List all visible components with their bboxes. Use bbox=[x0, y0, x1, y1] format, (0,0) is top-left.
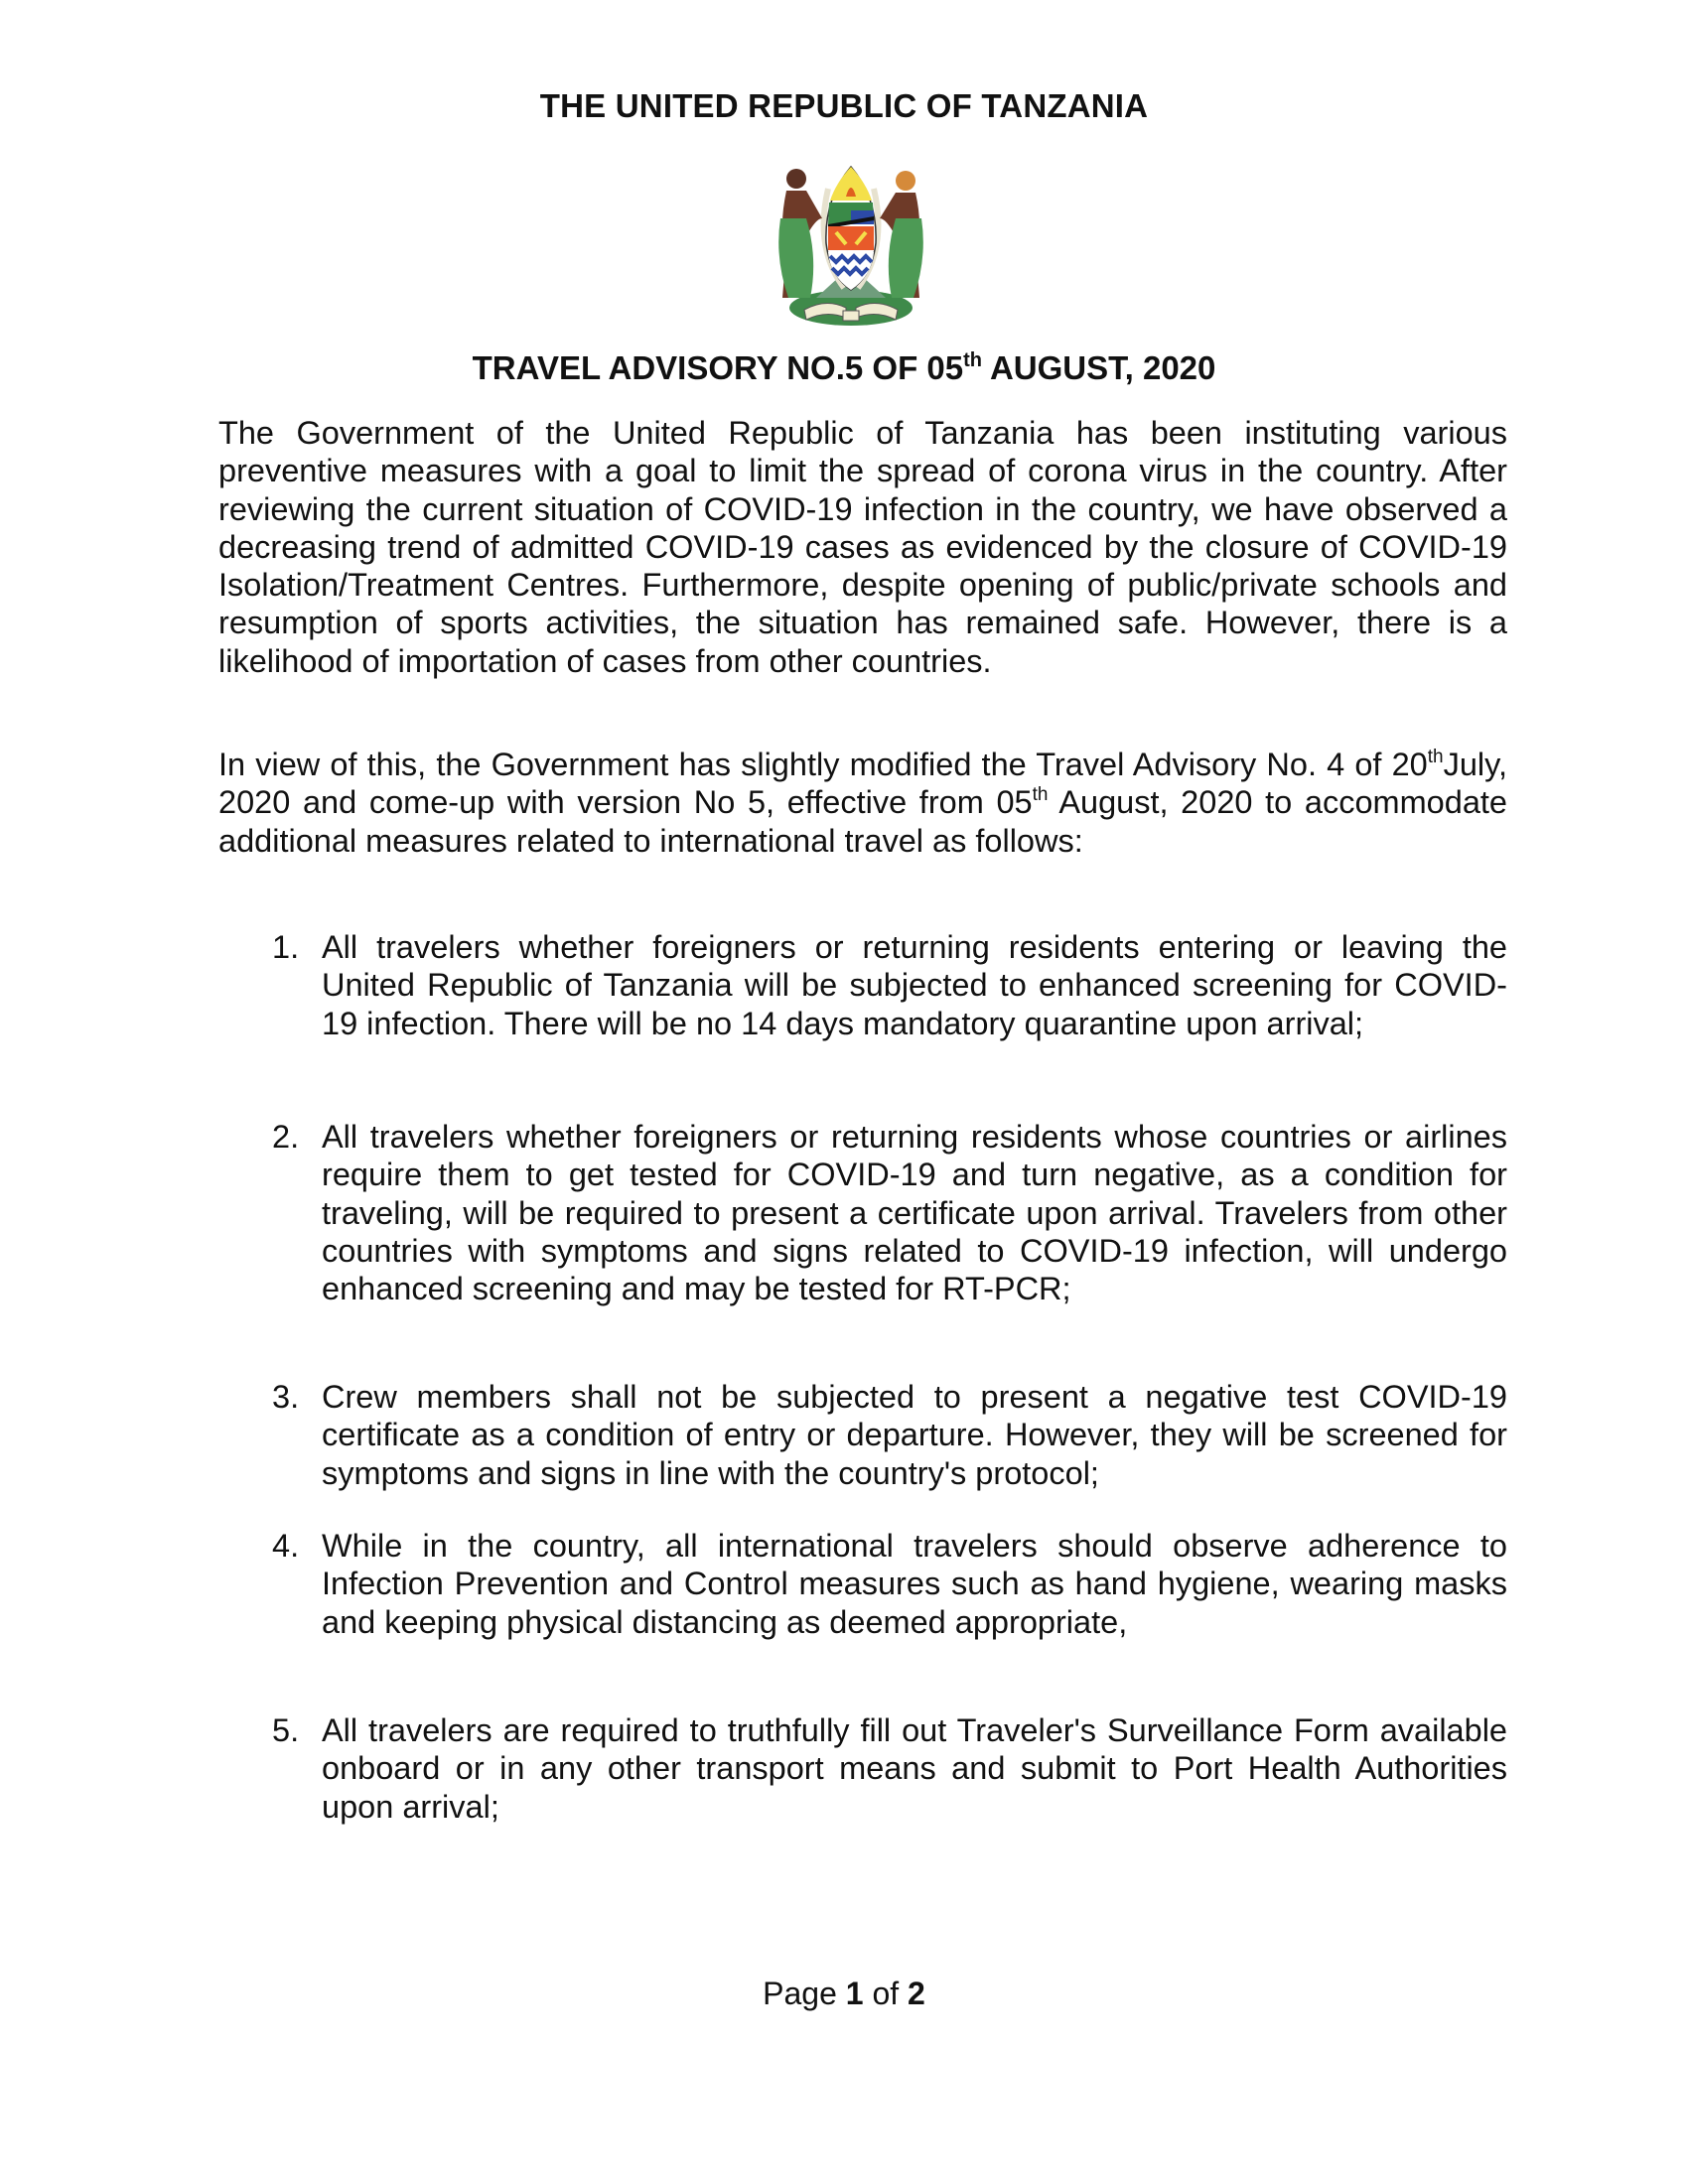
coat-of-arms-icon bbox=[767, 149, 935, 330]
total-pages: 2 bbox=[908, 1976, 925, 2011]
modification-paragraph bbox=[218, 746, 1507, 860]
superscript-th: th bbox=[1032, 784, 1049, 806]
list-item-text: All travelers are required to truthfully fill out Traveler's Surveillance Form available onboard or in any other transport means and submit to Port Health Authorities upon arrival; bbox=[322, 1712, 1507, 1825]
list-item-text: All travelers whether foreigners or returning residents entering or leaving the United Republic of Tanzania will be subjected to enhanced screening for COVID-19 infection. There will be no 14 days mandatory quarantine upon arrival; bbox=[322, 929, 1507, 1041]
list-item-text: All travelers whether foreigners or returning residents whose countries or airlines require them to get tested for COVID-19 and turn negative, as a condition for traveling, will be required to present a certificate upon arrival. Travelers from other countries with symptoms and signs related to COVID-19 infection, will undergo enhanced screening and may be tested for RT-PCR; bbox=[322, 1119, 1507, 1307]
list-item-text: While in the country, all international travelers should observe adherence to Infection Prevention and Control measures such as hand hygiene, wearing masks and keeping physical distancing as deemed appropriate, bbox=[322, 1528, 1507, 1640]
list-item bbox=[272, 1118, 1507, 1307]
advisory-title bbox=[0, 349, 1688, 387]
modification-text-2: July, 2020 and come-up with version No 5, effective from 05 bbox=[218, 747, 1507, 821]
list-item-number: 3. bbox=[272, 1379, 300, 1415]
page-label: Page bbox=[763, 1976, 846, 2011]
advisory-title-text: TRAVEL ADVISORY NO.5 OF 05 bbox=[472, 349, 964, 386]
list-item-number: 2. bbox=[272, 1119, 300, 1155]
list-item-number: 5. bbox=[272, 1712, 300, 1748]
modification-text-3: August, 2020 to accommodate additional measures related to international travel as follows: bbox=[218, 784, 1508, 859]
country-title: THE UNITED REPUBLIC OF TANZANIA bbox=[539, 87, 1149, 124]
advisory-title-superscript: th bbox=[963, 349, 983, 371]
list-item bbox=[272, 928, 1507, 1042]
list-item-number: 4. bbox=[272, 1528, 300, 1564]
list-item-text: Crew members shall not be subjected to present a negative test COVID-19 certificate as a condition of entry or departure. However, they will be screened for symptoms and signs in line with the country's protocol; bbox=[322, 1379, 1507, 1491]
list-item-number: 1. bbox=[272, 929, 300, 965]
advisory-title-date: AUGUST, 2020 bbox=[982, 349, 1216, 386]
list-item bbox=[272, 1378, 1507, 1492]
of-label: of bbox=[863, 1976, 909, 2011]
current-page: 1 bbox=[845, 1976, 864, 2011]
page-number-footer bbox=[0, 1976, 1688, 2012]
superscript-th: th bbox=[1427, 747, 1444, 767]
modification-text-1: In view of this, the Government has slightly modified the Travel Advisory No. 4 of 20 bbox=[218, 747, 1428, 782]
intro-paragraph: The Government of the United Republic of Tanzania has been instituting various preventive measures with a goal to limit the spread of corona virus in the country. After reviewing the current situation of COVID-19 infection in the country, we have observed a decreasing trend of admitted COVID-19 cases as evidenced by the closure of COVID-19 Isolation/Treatment Centres. Furthermore, despite opening of public/private schools and resumption of sports activities, the situation has remained safe. However, there is a likelihood of importation of cases from other countries. bbox=[218, 415, 1507, 679]
list-item bbox=[272, 1527, 1507, 1641]
list-item bbox=[272, 1711, 1507, 1826]
